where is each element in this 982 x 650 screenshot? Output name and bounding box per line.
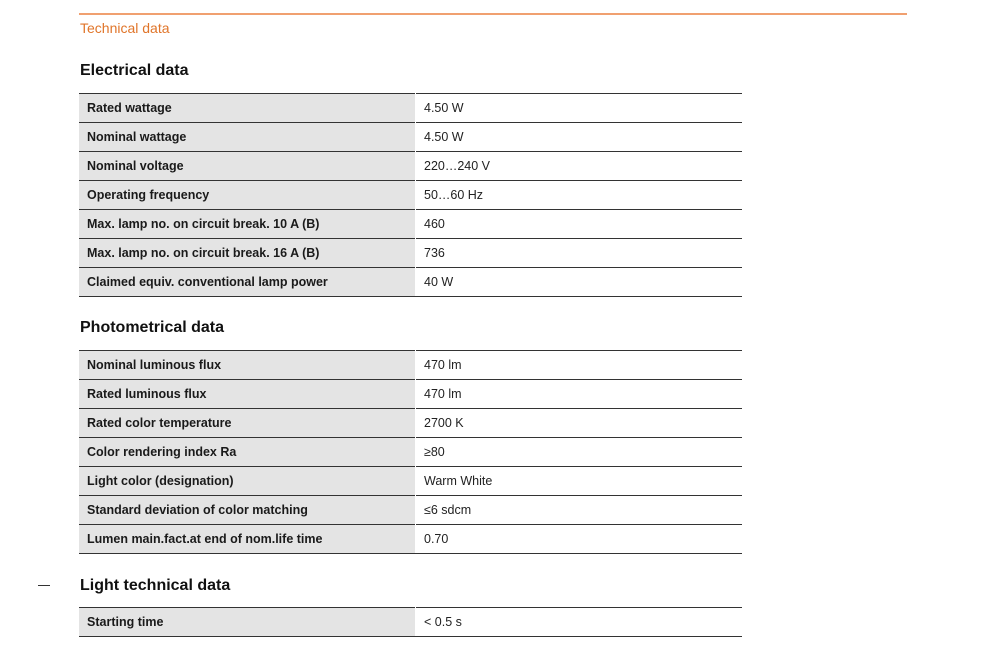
table-row [79,123,742,152]
margin-mark [38,585,50,586]
row-label: Nominal luminous flux [79,351,416,380]
table-row [79,210,742,239]
row-value: ≥80 [416,438,743,467]
row-label: Operating frequency [79,181,416,210]
table-row [79,496,742,525]
photometrical-data-table [79,350,742,554]
row-value: 40 W [416,268,743,297]
row-value: Warm White [416,467,743,496]
table-row [79,467,742,496]
table-row [79,380,742,409]
table-row [79,351,742,380]
header-divider [79,13,907,15]
row-value: 470 lm [416,351,743,380]
row-label: Color rendering index Ra [79,438,416,467]
row-label: Rated color temperature [79,409,416,438]
row-value: 4.50 W [416,123,743,152]
row-label: Standard deviation of color matching [79,496,416,525]
row-value: 220…240 V [416,152,743,181]
section-title-photometrical: Photometrical data [80,319,225,336]
row-value: 50…60 Hz [416,181,743,210]
table-row [79,409,742,438]
electrical-data-table [79,93,742,297]
row-value: 4.50 W [416,94,743,123]
row-label: Max. lamp no. on circuit break. 10 A (B) [79,210,416,239]
table-row [79,239,742,268]
table-row [79,268,742,297]
table-row [79,438,742,467]
row-value: 0.70 [416,525,743,554]
row-label: Starting time [79,608,416,637]
row-label: Max. lamp no. on circuit break. 16 A (B) [79,239,416,268]
table-row [79,181,742,210]
row-label: Claimed equiv. conventional lamp power [79,268,416,297]
table-row [79,94,742,123]
row-label: Rated luminous flux [79,380,416,409]
row-value: < 0.5 s [416,608,743,637]
row-value: ≤6 sdcm [416,496,743,525]
row-label: Rated wattage [79,94,416,123]
row-value: 736 [416,239,743,268]
table-row [79,608,742,637]
row-value: 460 [416,210,743,239]
page-title: Technical data [80,20,170,36]
row-value: 470 lm [416,380,743,409]
table-row [79,152,742,181]
row-label: Light color (designation) [79,467,416,496]
row-label: Nominal wattage [79,123,416,152]
section-title-light-technical: Light technical data [80,577,231,594]
table-row [79,525,742,554]
light-technical-data-table [79,607,742,637]
row-label: Lumen main.fact.at end of nom.life time [79,525,416,554]
row-value: 2700 K [416,409,743,438]
section-title-electrical: Electrical data [80,62,189,79]
row-label: Nominal voltage [79,152,416,181]
